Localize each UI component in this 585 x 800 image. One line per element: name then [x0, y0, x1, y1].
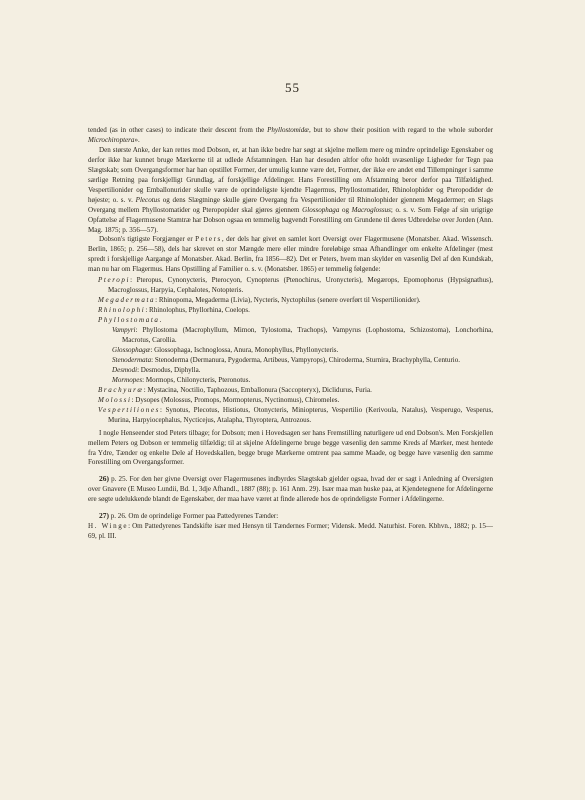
group-heading: Stenodermata — [112, 355, 152, 364]
group-members: : Pteropus, Cynonycteris, Pterocyon, Cynopterus (Ptenochirus, Uronycteris), Megærops, Epomophorus (Hypsignathus), Macroglossus, Harpyia, Cephalotes, Notopteris. — [108, 276, 493, 295]
classification-row — [88, 376, 493, 386]
note-text: p. 26. Om de oprindelige Former paa Pattedyrenes Tænder: — [109, 512, 279, 521]
body-text — [88, 126, 493, 542]
classification-row — [88, 386, 493, 396]
paragraph-peters — [88, 235, 493, 275]
classification-row — [88, 296, 493, 306]
classification-row — [88, 346, 493, 356]
group-members: : Glossophaga, Ischnoglossa, Anura, Monophyllus, Phyllonycteris. — [150, 345, 339, 354]
text-run: , der dels har givet en samlet kort Oversigt over Flagermusene (Monatsber. Akad. Wissensch. Berlin, 1865; p. 256—58), dels har skrevet en stor Mængde mere eller mindre foreløbige smaa Afhandlinger om enkelte Afdelinger (mest spredt i forskjellige Aargange af Monatsber. Akad. Berlin, fra 1856—82). Det er Peters, hvem man skylder en væsenlig Del af den Kundskab, man nu har om Flagermus. Hans Opstilling af Familier o. s. v. (Monatsber. 1865) er temmelig følgende: — [88, 235, 493, 274]
text-run: Den største Anke, der kan rettes mod Dobson, er, at han ikke bedre har søgt at skjelne mellem mere og mindre oprindelige Egenskaber og derfor ikke har kunnet bruge Mærkerne til at udlede Afstamningen. Han har desuden altfor ofte holdt uvæsenlige Ligheder for Tegn paa Slægtskab; som Overgangsformer har han opstillet Former, der umulig kunne være det, Former, der ikke ere andet end Tillempninger i samme særlige Retning paa forskjelligt Grundlag, af forskjellige Afdelinger. Hans Forestilling om Afstamning beror derfor paa Tilfældighed. Vespertilionider og Emballonurider skulle være de oprindeligste kjendte Flagermus, Phyllostomatider, Rhinolophider og Pteropodider de højeste; o. s. v. — [88, 145, 493, 204]
footnote-26 — [88, 474, 493, 505]
group-heading: Vampyri — [112, 326, 136, 335]
note-number: 27) — [99, 511, 109, 521]
group-heading: Glossophagæ — [112, 345, 151, 354]
group-members: : Phyllostoma (Macrophyllum, Mimon, Tylostoma, Trachops), Vampyrus (Lophostoma, Schizostoma), Lonchorhina, Macrotus, Carollia. — [122, 326, 493, 345]
footnote-27 — [88, 511, 493, 522]
group-heading: Molossi — [98, 395, 132, 404]
text-run: ; o. s. v. Som Følge af sin urigtige Opfattelse af Flagermusene Stamtræ har Dobson ogsaa en temmelig bagvendt Forestilling om Grundene til deres Udbredelse over Jorden (Ann. Mag. 1875; p. 356—57). — [88, 205, 494, 234]
reference-text: : Om Pattedyrenes Tandskifte især med Hensyn til Tændernes Former; Vidensk. Medd. Naturhist. Foren. Kbhvn., 1882; p. 15—69, pl. III. — [88, 522, 493, 541]
group-members: : Stenoderma (Dermanura, Pygoderma, Artibeus, Vampyrops), Chiroderma, Sturnira, Brachyphylla, Centurio. — [151, 355, 461, 364]
group-members: : Mystacina, Noctilio, Taphozous, Emballonura (Saccopteryx), Diclidurus, Furia. — [143, 385, 372, 394]
taxon-name: Phyllostomidæ — [267, 126, 309, 134]
group-members: : Mormops, Chilonycteris, Pteronotus. — [142, 375, 251, 384]
group-heading: Vespertiliones — [98, 405, 160, 414]
taxon-name: Macroglossus — [351, 205, 391, 214]
text-run: Dobson's tigtigste Forgjænger er — [99, 235, 196, 244]
group-heading: Phyllostomata — [98, 316, 160, 325]
classification-row — [88, 406, 493, 426]
classification-row — [88, 316, 493, 326]
group-heading: Mormopes — [112, 375, 143, 384]
group-heading: Rhinolophi — [98, 306, 146, 315]
classification-row — [88, 356, 493, 366]
text-run: tended (as in other cases) to indicate their descent from the — [88, 126, 268, 134]
group-members: . — [159, 316, 162, 325]
author-name: Peters — [195, 235, 222, 244]
classification-row — [88, 396, 493, 406]
group-members: : Rhinopoma, Megaderma (Livia), Nycteris, Nyctophilus (senere overført til Vespertilionider). — [155, 296, 421, 305]
page-number: 55 — [285, 80, 300, 95]
classification-row — [88, 366, 493, 376]
group-heading: Pteropi — [98, 276, 131, 285]
group-members: : Rhinolophus, Phyllorhina, Coelops. — [145, 306, 250, 315]
note-text: p. 25. For den her givne Oversigt over Flagermusenes indbyrdes Slægtskab gjelder ogsaa, hvad der er sagt i Anledning af Oversigten over Gnavere (E Museo Lundii, Bd. 1, 3dje Afhandl., 1887 (88); p. 161 Anm. 29). Især maa man huske paa, at Kjendetegnene for Afdelingerne ere søgte udelukkende blandt de Egenskaber, der maa have været at finde allerede hos de oprindeligste Former i Afdelingerne. — [88, 475, 493, 504]
group-members: : Desmodus, Diphylla. — [137, 365, 201, 374]
paragraph-comparison: I nogle Henseender stod Peters tilbage; for Dobson; men i Hovedsagen ser hans Fremstilling naturligere ud end Dobson's. Men Forskjellen mellem Peters og Dobson er temmelig tilfældig; til at skjelne Afdelingerne bruge begge væsenlig den samme Kreds af Mærker, mest hentede fra Ydre, Tænder og enkelte Dele af Hovedskallen, begge bruge Mærkerne omtrent paa samme Maade, og begge have væsenlig den samme Forestilling om Overgangsformer. — [88, 428, 493, 467]
group-members: : Dysopes (Molossus, Promops, Mormopterus, Nyctinomus), Chiromeles. — [131, 395, 340, 404]
classification-row — [88, 306, 493, 316]
text-run: ». — [134, 135, 140, 144]
classification-row — [88, 276, 493, 296]
group-heading: Megadermata — [98, 296, 156, 305]
taxon-name: Plecotus — [135, 195, 160, 204]
group-members: : Synotus, Plecotus, Histiotus, Otonycteris, Miniopterus, Vespertilio (Kerivoula, Natalus), Vesperugo, Vesperus, Murina, Harpyiocephalus, Nycticejus, Atalapha, Thyroptera, Antrozous. — [108, 405, 493, 424]
taxon-name: Glossophaga — [302, 205, 340, 214]
group-heading: Brachyuræ — [98, 385, 144, 394]
taxon-name: Microchiroptera — [88, 135, 135, 144]
author-name: H. Winge — [88, 522, 129, 531]
text-run: og — [339, 205, 352, 214]
classification-row — [88, 326, 493, 346]
paragraph-continuation — [88, 126, 493, 146]
note-number: 26) — [99, 474, 109, 484]
text-run: , but to show their position with regard to the whole suborder — [308, 126, 493, 134]
classification-list — [88, 276, 493, 425]
footnote-27-reference — [88, 522, 493, 542]
group-heading: Desmodi — [112, 365, 138, 374]
paragraph-dobson-critique — [88, 146, 493, 236]
text-run: og dens Slægtninge skulle gjøre Overgang fra Vespertilionider til Rhinolophider gjennem Megadermer; en Slags Overgang mellem Phyllostomatider og Pteropopider skal gjøres gjennem — [88, 195, 493, 214]
